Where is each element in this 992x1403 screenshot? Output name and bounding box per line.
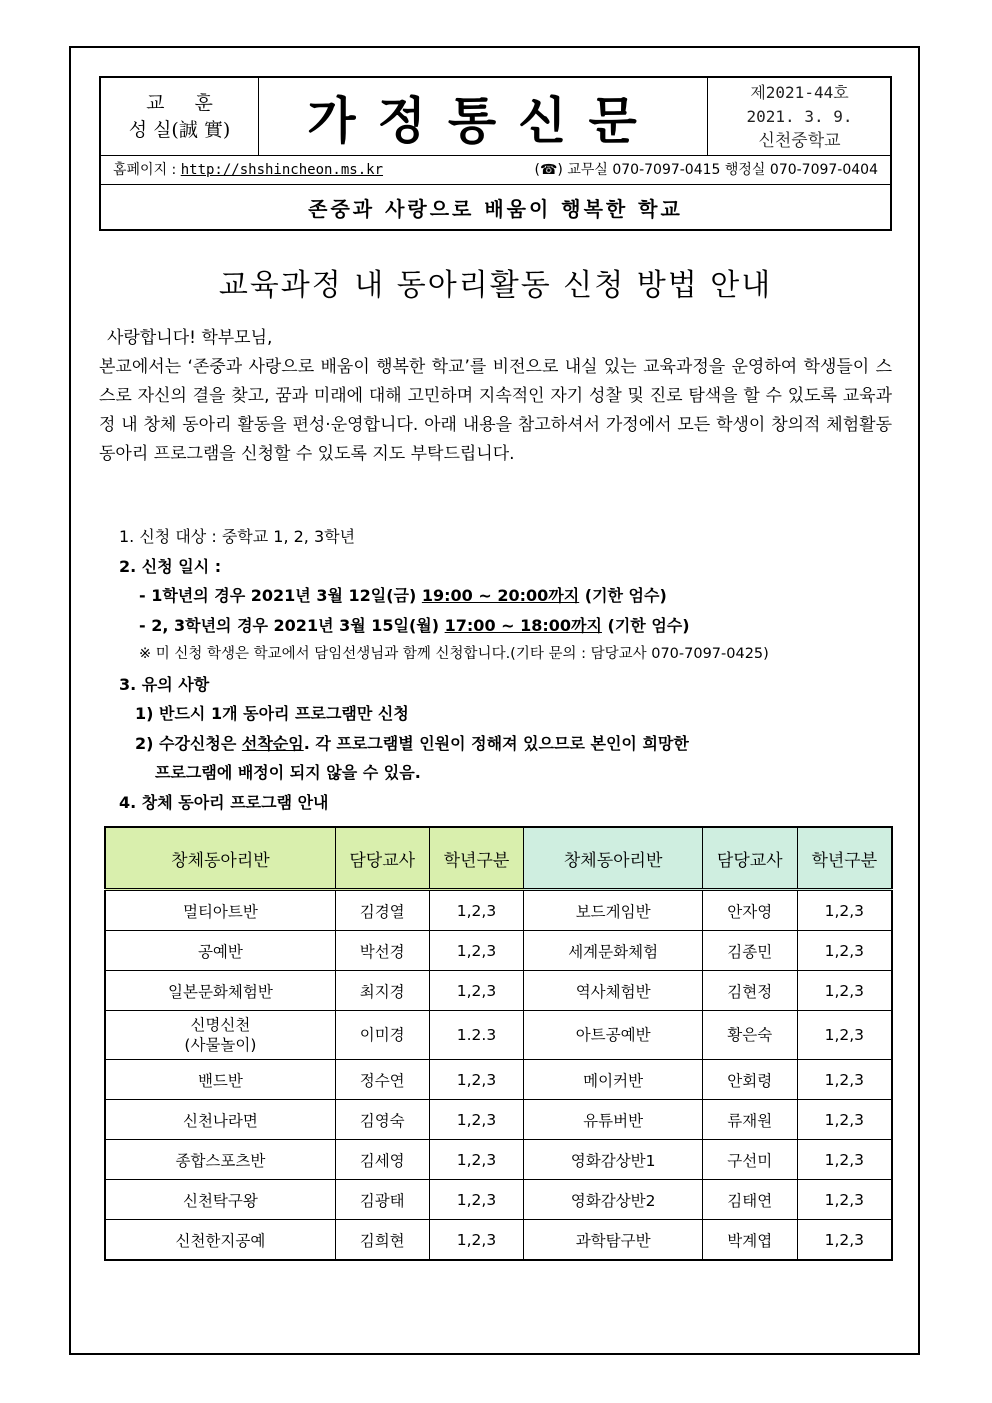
grade-range: 1,2,3 xyxy=(429,1060,524,1100)
table-row xyxy=(105,1100,892,1140)
grade23-deadline: (기한 엄수) xyxy=(601,615,690,635)
teacher-name: 김영숙 xyxy=(335,1100,429,1140)
issue-date: 2021. 3. 9. xyxy=(746,106,853,126)
club-name: 밴드반 xyxy=(105,1060,335,1100)
item-target: 1. 신청 대상 : 중학교 1, 2, 3학년 xyxy=(119,527,356,546)
teacher-name: 김현정 xyxy=(702,971,797,1011)
grade-range: 1,2,3 xyxy=(429,890,524,931)
schedule-note: ※ 미 신청 학생은 학교에서 담임선생님과 함께 신청합니다.(기타 문의 : 담당교사 070-7097-0425) xyxy=(139,646,769,662)
grade-range: 1,2,3 xyxy=(797,890,892,931)
grade-range: 1,2,3 xyxy=(429,1180,524,1220)
school-slogan: 존중과 사랑으로 배움이 행복한 학교 xyxy=(308,196,683,221)
school-name: 신천중학교 xyxy=(758,130,841,151)
club-name: 멀티아트반 xyxy=(105,890,335,931)
item-caution-title: 3. 유의 사항 xyxy=(119,674,210,694)
club-name: 신천나라면 xyxy=(105,1100,335,1140)
homepage-label: 홈페이지 : xyxy=(113,162,177,178)
teacher-name: 김세영 xyxy=(335,1140,429,1180)
grade1-time: 19:00 ~ 20:00까지 xyxy=(421,586,580,605)
col-header-teacher: 담당교사 xyxy=(335,827,429,890)
col-header-grade-2: 학년구분 xyxy=(797,827,892,890)
contact-row xyxy=(101,156,890,185)
motto-label: 교 훈 xyxy=(146,91,225,114)
club-name: 신천탁구왕 xyxy=(105,1180,335,1220)
grade1-date: - 1학년의 경우 2021년 3월 12일(금) xyxy=(139,586,422,605)
grade-range: 1,2,3 xyxy=(797,1100,892,1140)
teacher-name: 황은숙 xyxy=(702,1011,797,1060)
school-motto xyxy=(101,78,259,155)
phone-numbers: (☎) 교무실 070-7097-0415 행정실 070-7097-0404 xyxy=(534,162,878,178)
teacher-name: 이미경 xyxy=(335,1011,429,1060)
intro-section xyxy=(99,324,892,469)
grade-range: 1,2,3 xyxy=(429,931,524,971)
teacher-name: 류재원 xyxy=(702,1100,797,1140)
grade-range: 1,2,3 xyxy=(797,1140,892,1180)
grade-range: 1,2,3 xyxy=(429,971,524,1011)
grade23-time: 17:00 ~ 18:00까지 xyxy=(444,615,602,635)
table-row xyxy=(105,1140,892,1180)
club-name: 보드게임반 xyxy=(524,890,702,931)
grade-range: 1,2,3 xyxy=(797,1011,892,1060)
grade23-date: - 2, 3학년의 경우 2021년 3월 15일(월) xyxy=(139,615,445,635)
motto-text: 성 실(誠 實) xyxy=(128,118,231,141)
club-name: 종합스포츠반 xyxy=(105,1140,335,1180)
teacher-name: 최지경 xyxy=(335,971,429,1011)
teacher-name: 김경열 xyxy=(335,890,429,931)
club-name: 세계문화체험 xyxy=(524,931,702,971)
teacher-name: 박선경 xyxy=(335,931,429,971)
table-row xyxy=(105,1220,892,1261)
table-row xyxy=(105,1060,892,1100)
teacher-name: 김종민 xyxy=(702,931,797,971)
col-header-grade: 학년구분 xyxy=(429,827,524,890)
grade-range: 1,2,3 xyxy=(429,1220,524,1261)
homepage xyxy=(113,156,383,184)
caution-2-post: . 각 프로그램별 인원이 정해져 있으므로 본인이 희망한 xyxy=(303,733,689,753)
schedule-grade23 xyxy=(99,611,899,641)
greeting: 사랑합니다! 학부모님, xyxy=(107,328,273,348)
club-name: 역사체험반 xyxy=(524,971,702,1011)
club-name: 메이커반 xyxy=(524,1060,702,1100)
caution-1: 1) 반드시 1개 동아리 프로그램만 신청 xyxy=(135,704,409,723)
grade-range: 1,2,3 xyxy=(797,1180,892,1220)
homepage-link[interactable]: http://shshincheon.ms.kr xyxy=(180,162,384,178)
notice-items xyxy=(99,522,899,817)
caution-2-line2: 프로그램에 배정이 되지 않을 수 있음. xyxy=(155,763,421,782)
grade-range: 1,2,3 xyxy=(797,1060,892,1100)
intro-paragraph: 본교에서는 ‘존중과 사랑으로 배움이 행복한 학교’를 비전으로 내실 있는 교육과정을 운영하여 학생들이 스스로 자신의 결을 찾고, 꿈과 미래에 대해 고민하며 지속적인 자기 성찰 및 진로 탐색을 할 수 있도록 교육과정 내 창체 동아리 활동을 편성·운영합니다. 아래 내용을 참고하셔서 가정에서 모든 학생이 창의적 체험활동 동아리 프로그램을 신청할 수 있도록 지도 부탁드립니다. xyxy=(99,357,892,464)
table-row xyxy=(105,1011,892,1060)
col-header-club-2: 창체동아리반 xyxy=(524,827,702,890)
teacher-name: 박계엽 xyxy=(702,1220,797,1261)
item-schedule-title: 2. 신청 일시 : xyxy=(119,556,222,576)
club-name: 영화감상반2 xyxy=(524,1180,702,1220)
newsletter-header xyxy=(99,76,892,231)
document-title: 교육과정 내 동아리활동 신청 방법 안내 xyxy=(218,268,773,303)
caution-2-first-come: 선착순임 xyxy=(241,733,304,753)
club-name: 영화감상반1 xyxy=(524,1140,702,1180)
grade1-deadline: (기한 엄수) xyxy=(579,586,667,605)
schedule-grade1 xyxy=(99,581,899,611)
club-name: 과학탐구반 xyxy=(524,1220,702,1261)
teacher-name: 김태연 xyxy=(702,1180,797,1220)
table-header-row xyxy=(105,827,892,890)
grade-range: 1,2,3 xyxy=(797,971,892,1011)
col-header-teacher-2: 담당교사 xyxy=(702,827,797,890)
table-row xyxy=(105,931,892,971)
teacher-name: 김희현 xyxy=(335,1220,429,1261)
club-name: 공예반 xyxy=(105,931,335,971)
caution-2 xyxy=(99,729,899,759)
table-row xyxy=(105,890,892,931)
caution-2-pre: 2) 수강신청은 xyxy=(135,733,242,753)
masthead: 가정통신문 xyxy=(307,90,659,150)
teacher-name: 안자영 xyxy=(702,890,797,931)
club-name: 일본문화체험반 xyxy=(105,971,335,1011)
teacher-name: 김광태 xyxy=(335,1180,429,1220)
club-name: 신명신천 (사물놀이) xyxy=(105,1011,335,1060)
teacher-name: 구선미 xyxy=(702,1140,797,1180)
header-top-row xyxy=(101,78,890,156)
col-header-club: 창체동아리반 xyxy=(105,827,335,890)
table-row xyxy=(105,1180,892,1220)
teacher-name: 안회령 xyxy=(702,1060,797,1100)
grade-range: 1,2,3 xyxy=(797,931,892,971)
table-row xyxy=(105,971,892,1011)
grade-range: 1,2,3 xyxy=(429,1140,524,1180)
club-name: 아트공예반 xyxy=(524,1011,702,1060)
club-name: 신천한지공예 xyxy=(105,1220,335,1261)
issue-info xyxy=(707,78,891,155)
teacher-name: 정수연 xyxy=(335,1060,429,1100)
club-program-table xyxy=(104,826,893,1261)
issue-number: 제2021-44호 xyxy=(750,82,849,102)
club-name: 유튜버반 xyxy=(524,1100,702,1140)
grade-range: 1.2.3 xyxy=(429,1011,524,1060)
item-program-title: 4. 창체 동아리 프로그램 안내 xyxy=(119,792,329,812)
grade-range: 1,2,3 xyxy=(429,1100,524,1140)
grade-range: 1,2,3 xyxy=(797,1220,892,1261)
